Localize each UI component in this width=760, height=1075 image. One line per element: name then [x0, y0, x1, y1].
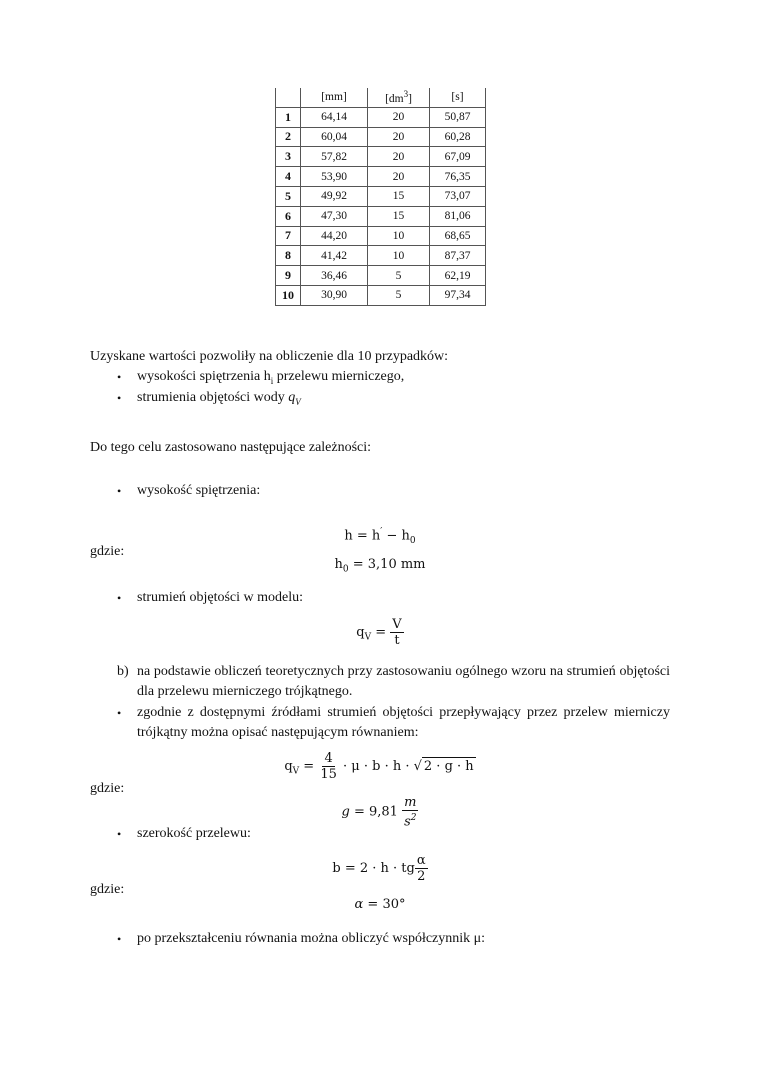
row-number-cell: 5: [276, 186, 301, 206]
height-cell: 60,04: [301, 127, 368, 147]
row-number-cell: 1: [276, 107, 301, 127]
volume-cell: 15: [368, 186, 430, 206]
equation-height: $h = h' - h_0$: [344, 527, 416, 546]
equation-gravity: g = 9,81 $\frac{m}{s^2}$: [341, 795, 417, 830]
volume-cell: 20: [368, 107, 430, 127]
row-number-cell: 9: [276, 266, 301, 286]
volume-cell: 10: [368, 226, 430, 246]
time-cell: 73,07: [430, 186, 486, 206]
header-cell-s: [s]: [430, 88, 486, 107]
volume-cell: 5: [368, 285, 430, 305]
bullet-flow-label: strumień objętości w modelu:: [137, 590, 304, 605]
row-number-cell: 6: [276, 206, 301, 226]
volume-cell: 15: [368, 206, 430, 226]
time-cell: 76,35: [430, 167, 486, 187]
where-label: gdzie:: [90, 781, 125, 796]
height-cell: 53,90: [301, 167, 368, 187]
time-cell: 87,37: [430, 246, 486, 266]
intro-text: Uzyskane wartości pozwoliły na obliczenie dla 10 przypadków:: [90, 349, 449, 364]
bullet-icon: •: [117, 484, 122, 498]
where-label: gdzie:: [90, 544, 125, 559]
volume-cell: 20: [368, 167, 430, 187]
time-cell: 81,06: [430, 206, 486, 226]
measurement-table: [275, 88, 486, 306]
bullet-icon: •: [117, 591, 122, 605]
bullet-icon: •: [117, 706, 122, 720]
row-number-cell: 4: [276, 167, 301, 187]
row-number-cell: 8: [276, 246, 301, 266]
list-item-flow: strumienia objętości wody $q_V$: [137, 390, 301, 407]
equation-h0: $h_0 = 3,10$ mm: [334, 557, 426, 575]
equation-width: b = 2 · h · tg $\frac{\alpha}{2}$: [332, 853, 426, 884]
table-row: [276, 127, 486, 147]
time-cell: 67,09: [430, 147, 486, 167]
height-cell: 49,92: [301, 186, 368, 206]
bullet-icon: •: [117, 370, 122, 384]
purpose-text: Do tego celu zastosowano następujące zależności:: [90, 440, 372, 455]
time-cell: 97,34: [430, 285, 486, 305]
bullet-icon: •: [117, 827, 122, 841]
table-row: [276, 167, 486, 187]
volume-cell: 5: [368, 266, 430, 286]
bullet-mu-text: po przekształceniu równania można obliczyć współczynnik μ:: [137, 931, 486, 946]
height-cell: 41,42: [301, 246, 368, 266]
bullet-height-label: wysokość spiętrzenia:: [137, 483, 261, 498]
row-number-cell: 3: [276, 147, 301, 167]
table-row: [276, 226, 486, 246]
table-row: [276, 107, 486, 127]
time-cell: 62,19: [430, 266, 486, 286]
table-row: [276, 246, 486, 266]
item-b-text: na podstawie obliczeń teoretycznych przy zastosowaniu ogólnego wzoru na strumień objętości dla przelewu mierniczego trójkątnego.: [137, 664, 670, 699]
header-cell-empty: [276, 88, 301, 107]
table-row: [276, 266, 486, 286]
equation-main-flow: $q_V$ = $\frac{4}{15}$ · μ · b · h · √ 2 · g · h: [284, 751, 474, 782]
bullet-icon: •: [117, 391, 122, 405]
volume-cell: 20: [368, 147, 430, 167]
header-cell-dm3: $[dm^3]$: [368, 88, 430, 107]
bullet-icon: •: [117, 932, 122, 946]
time-cell: 60,28: [430, 127, 486, 147]
header-cell-mm: [mm]: [301, 88, 368, 107]
equation-flow-model: $q_V$ = $\frac{V}{t}$: [356, 617, 402, 648]
row-number-cell: 2: [276, 127, 301, 147]
height-cell: 47,30: [301, 206, 368, 226]
table-row: [276, 186, 486, 206]
list-marker-b: b): [117, 664, 129, 679]
sqrt-symbol: √: [413, 759, 422, 774]
table-header-row: [276, 88, 486, 107]
height-cell: 30,90: [301, 285, 368, 305]
bullet-sources-text: zgodnie z dostępnymi źródłami strumień objętości przepływający przez przelew mierniczy trójkątny można opisać następującym równaniem:: [137, 705, 670, 740]
row-number-cell: 10: [276, 285, 301, 305]
time-cell: 68,65: [430, 226, 486, 246]
height-cell: 36,46: [301, 266, 368, 286]
time-cell: 50,87: [430, 107, 486, 127]
bullet-width-label: szerokość przelewu:: [137, 826, 251, 841]
table-row: [276, 285, 486, 305]
list-item-height: wysokości spiętrzenia $h_i$ przelewu mierniczego,: [137, 369, 405, 386]
height-cell: 64,14: [301, 107, 368, 127]
row-number-cell: 7: [276, 226, 301, 246]
height-cell: 57,82: [301, 147, 368, 167]
table-row: [276, 147, 486, 167]
equation-alpha: α = 30°: [354, 897, 406, 912]
volume-cell: 20: [368, 127, 430, 147]
volume-cell: 10: [368, 246, 430, 266]
table-row: [276, 206, 486, 226]
height-cell: 44,20: [301, 226, 368, 246]
where-label: gdzie:: [90, 882, 125, 897]
